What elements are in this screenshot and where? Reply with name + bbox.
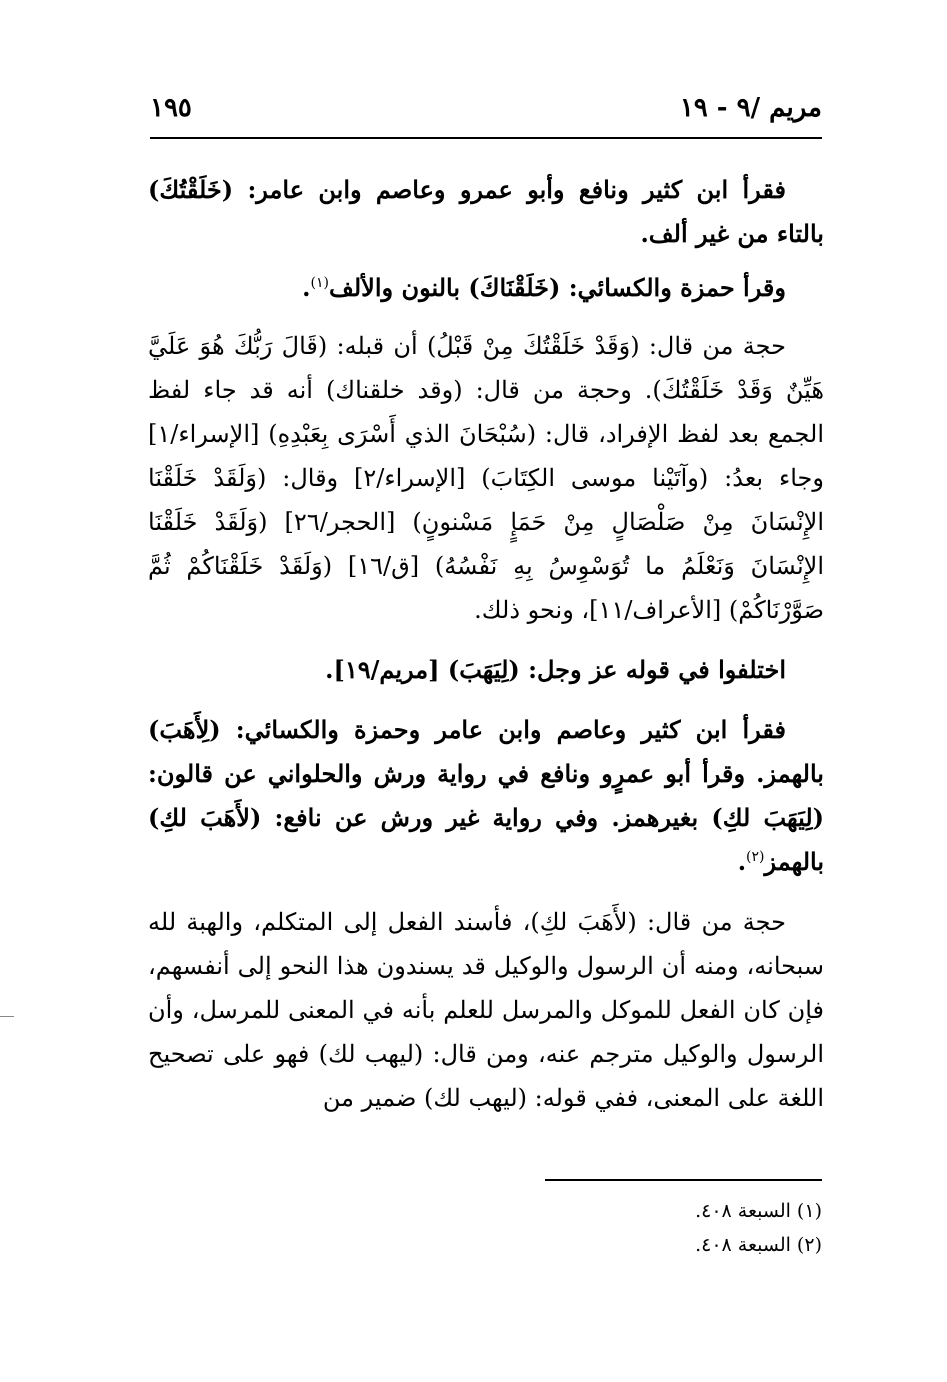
paragraph-text: فقرأ ابن كثير وعاصم وابن عامر وحمزة والكسائي: (لِأَهَبَ) بالهمز. وقرأ أبو عمرٍو ونافع في رواية ورش والحلواني عن قالون: (لِيَهَبَ لكِ) بغيرهمز. وفي رواية غير ورش عن نافع: (لأَهَبَ لكِ) بالهمز — [148, 715, 824, 876]
footnote-ref-2[interactable]: (٢) — [746, 849, 765, 865]
footnote-2: (٢) السبعة ٤٠٨. — [695, 1234, 822, 1256]
footnotes — [400, 1194, 822, 1262]
footnote-rule — [545, 1179, 822, 1181]
paragraph-tail: . — [737, 847, 747, 876]
page-header — [150, 88, 822, 128]
paragraph-difference-heading — [148, 648, 824, 692]
paragraph-argument-2 — [148, 900, 824, 1120]
paragraph-text: حجة من قال: (لأَهَبَ لكِ)، فأسند الفعل إلى المتكلم، والهبة لله سبحانه، ومنه أن الرسول والوكيل قد يسندون هذا النحو إلى أنفسهم، فإن كان الفعل للموكل والمرسل للعلم بأنه في المعنى للمرسل، وأن الرسول والوكيل مترجم عنه، ومن قال: (ليهب لك) فهو على تصحيح اللغة على المعنى، ففي قوله: (ليهب لك) ضمير من — [148, 908, 824, 1112]
paragraph-reading-1 — [148, 168, 824, 256]
paragraph-reading-3 — [148, 708, 824, 884]
footnote-ref-1[interactable]: (١) — [310, 275, 329, 291]
running-title: مريم /٩ - ١٩ — [679, 93, 822, 123]
footnote-1: (١) السبعة ٤٠٨. — [695, 1200, 822, 1222]
page-number: ١٩٥ — [150, 93, 192, 123]
main-text — [148, 168, 824, 1120]
paragraph-tail: . — [302, 273, 311, 302]
paragraph-text: حجة من قال: (وَقَدْ خَلَقْتُكَ مِنْ قَبْلُ) أن قبله: (قَالَ رَبُّكَ هُوَ عَلَيَّ هَيِّنٌ وَقَدْ خَلَقْتُكَ). وحجة من قال: (وقد خلقناك) أنه قد جاء لفظ الجمع بعد لفظ الإفراد، قال: (سُبْحَانَ الذي أَسْرَى بِعَبْدِهِ) [الإسراء/١] وجاء بعدُ: (وآتَيْنا موسى الكِتَابَ) [الإسراء/٢] وقال: (وَلَقَدْ خَلَقْنَا الإِنْسَانَ مِنْ صَلْصَالٍ مِنْ حَمَإٍ مَسْنونٍ) [الحجر/٢٦] (وَلَقَدْ خَلَقْنَا الإِنْسَانَ وَنَعْلَمُ ما تُوَسْوِسُ بِهِ نَفْسُهُ) [ق/١٦] (وَلَقَدْ خَلَقْنَاكُمْ ثُمَّ صَوَّرْنَاكُمْ) [الأعراف/١١]، ونحو ذلك. — [148, 332, 824, 624]
paragraph-text: اختلفوا في قوله عز وجل: (لِيَهَبَ) [مريم/١٩]. — [325, 655, 786, 684]
paragraph-text: وقرأ حمزة والكسائي: (خَلَقْنَاكَ) بالنون والألف — [328, 273, 786, 302]
header-rule — [150, 137, 822, 139]
paragraph-reading-2 — [148, 266, 824, 310]
paragraph-argument-1 — [148, 324, 824, 632]
paragraph-text: فقرأ ابن كثير ونافع وأبو عمرو وعاصم وابن عامر: (خَلَقْتُكَ) بالتاء من غير ألف. — [148, 175, 824, 248]
scan-edge-mark — [0, 1016, 14, 1017]
